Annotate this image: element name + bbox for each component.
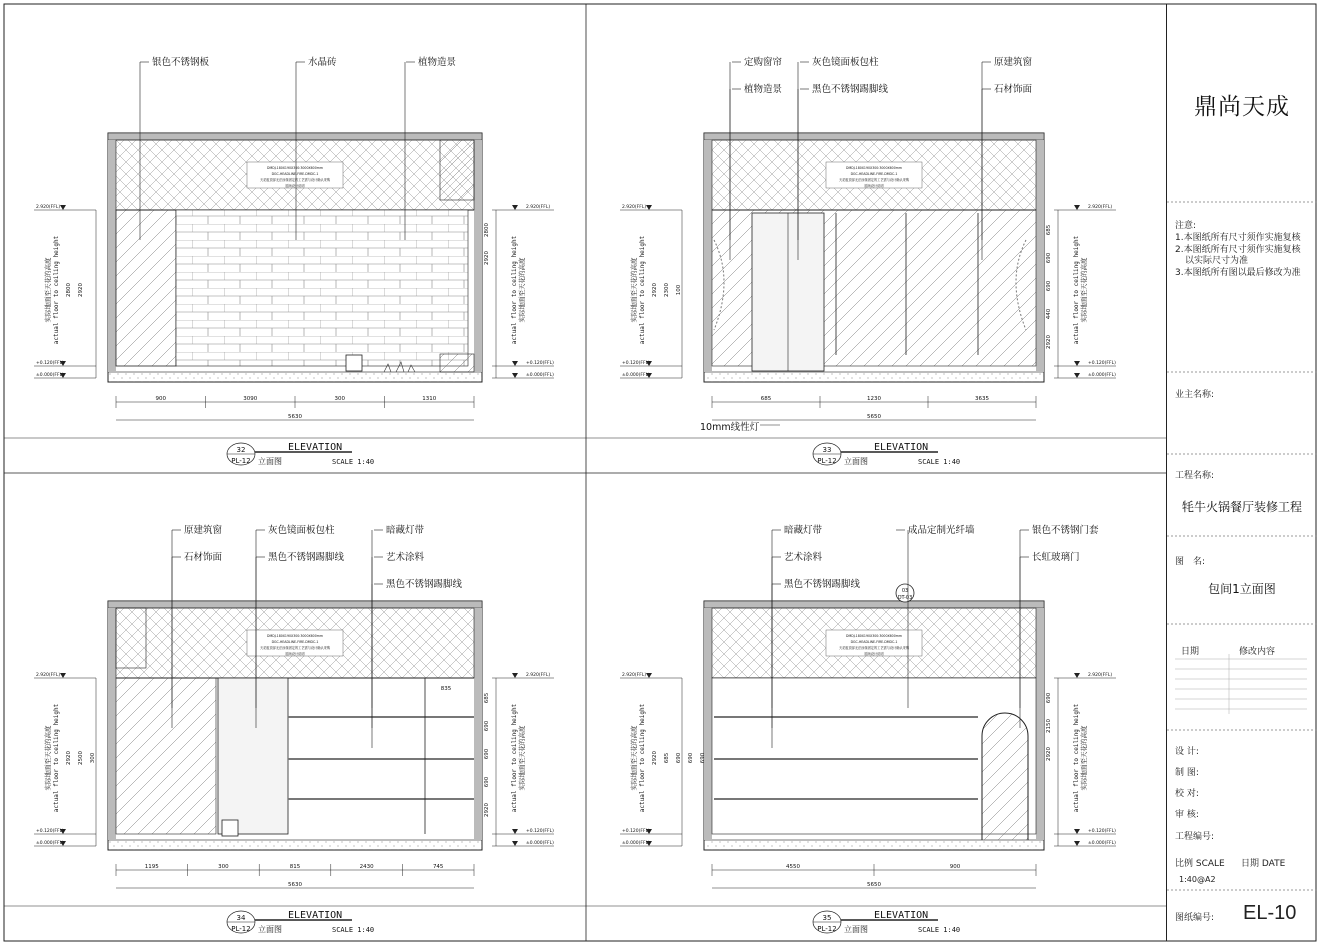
callout-label: 原建筑窗: [994, 57, 1033, 68]
height-note-en: actual floor to ceiling height: [1073, 703, 1080, 813]
ceiling-note-text: DGC-HEADLINE-FIRE-DMDC-1: [271, 640, 319, 644]
dim-bottom: 300: [334, 396, 345, 402]
callout-label: 灰色镜面板包柱: [812, 57, 879, 68]
dim-right: 690: [1046, 692, 1052, 704]
level-marker-left: [60, 205, 66, 210]
dim-bottom: 3635: [975, 396, 989, 402]
ceiling-note-text: DGC-HEADLINE-FIRE-DMDC-1: [850, 172, 898, 176]
ceiling-note-text: 天花板顶部无法涂抹固定的工艺需与设计确认采购: [838, 646, 910, 650]
dim-right: 2150: [1046, 719, 1052, 733]
elevation-title: ELEVATION: [288, 910, 343, 921]
callout-label: 原建筑窗: [184, 525, 223, 536]
dim-right: 690: [484, 720, 490, 732]
floor-slab: [704, 840, 1044, 850]
ceiling-slab: [108, 133, 482, 140]
dim-bottom: 1230: [867, 396, 881, 402]
scale-text: SCALE 1:40: [332, 926, 375, 934]
height-note-en: actual floor to ceiling height: [511, 235, 518, 345]
dim-right: 685: [1046, 224, 1052, 236]
detail-callout-bottom: DT-03: [897, 595, 913, 601]
elevation-title-cn: 立面图: [844, 457, 868, 466]
ceiling-note-text: DMDJ-180X190X300:3000X600mm: [846, 166, 902, 170]
ceiling-slab: [108, 601, 482, 608]
planter-box: [440, 354, 474, 372]
height-note-en: actual floor to ceiling height: [511, 703, 518, 813]
level-text-right: ±0.000(FFL): [1088, 841, 1116, 846]
dim-right: 2920: [484, 251, 490, 265]
title-block: [1166, 4, 1317, 941]
right-wall-section: [474, 140, 482, 372]
left-wall-section: [704, 608, 712, 840]
dim-right: 690: [1046, 280, 1052, 292]
level-text-left: +0.120(FFL): [622, 361, 650, 366]
ceiling-slab: [704, 133, 1044, 140]
callout-label: 黑色不锈钢踢脚线: [386, 579, 463, 590]
level-text-left: ±0.000(FFL): [622, 373, 650, 378]
callout-label: 灰色镜面板包柱: [268, 525, 335, 536]
light-strip: [288, 716, 474, 718]
ceiling-note-text: DMDJ-180X190X300:3000X600mm: [267, 634, 323, 638]
drawing-name: 包间1立面图: [1208, 582, 1276, 596]
level-text-left: +0.120(FFL): [36, 829, 64, 834]
project-label: 工程名称:: [1175, 471, 1215, 481]
date-label: 日期: [1181, 647, 1200, 657]
dim-right: 2920: [1046, 335, 1052, 349]
light-strip: [714, 798, 978, 800]
height-note-en: actual floor to ceiling height: [639, 703, 646, 813]
dim-right: 2920: [1046, 747, 1052, 761]
note-2b: 以实际尺寸为准: [1185, 256, 1249, 266]
notes-title: 注意:: [1175, 221, 1197, 231]
callout-label: 水晶砖: [308, 57, 337, 68]
arched-glass-door: [982, 713, 1028, 840]
owner-label: 业主名称:: [1175, 390, 1215, 400]
callout-label: 艺术涂料: [784, 552, 823, 563]
level-marker-right: [512, 841, 518, 846]
left-wall-section: [108, 608, 116, 840]
dim-right: 2920: [484, 803, 490, 817]
callout-label: 银色不锈钢门套: [1032, 525, 1099, 536]
callout-label: 黑色不锈钢踢脚线: [784, 579, 861, 590]
level-text-right: +0.120(FFL): [526, 829, 554, 834]
design-label: 设 计:: [1175, 747, 1199, 757]
scale-value: 1:40@A2: [1179, 875, 1216, 884]
dim-total: 5650: [867, 414, 881, 420]
level-marker-right: [1074, 361, 1080, 366]
dim-bottom: 1195: [144, 864, 159, 870]
level-marker-right: [512, 829, 518, 834]
dim-left: 2500: [78, 751, 84, 765]
level-marker-left: [60, 673, 66, 678]
height-note-cn: 实际地面至天花的高度: [1080, 725, 1088, 791]
dim-right: 690: [484, 776, 490, 788]
height-note-cn: 实际地面至天花的高度: [1080, 257, 1088, 323]
draw-label: 制 图:: [1175, 768, 1199, 778]
dim-right: 440: [1046, 308, 1052, 320]
callout-label: 定购窗帘: [744, 57, 783, 68]
dim-bottom: 3090: [243, 396, 258, 402]
level-marker-right: [512, 205, 518, 210]
dim-left: 685: [664, 752, 670, 764]
level-text-right: 2.920(FFL): [526, 673, 551, 678]
dim-bottom: 2430: [359, 864, 374, 870]
company-name: 鼎尚天成: [1194, 94, 1290, 120]
ceiling-note-text: DGC-HEADLINE-FIRE-DMDC-1: [850, 640, 898, 644]
dim-left: 2920: [652, 283, 658, 297]
dim-left: 2920: [66, 751, 72, 765]
review-label: 审 核:: [1175, 810, 1199, 820]
dim-bottom: 300: [218, 864, 229, 870]
level-text-left: 2.920(FFL): [622, 205, 647, 210]
floor-slab: [704, 372, 1044, 382]
callout-label: 黑色不锈钢踢脚线: [268, 552, 345, 563]
elevation-panel-34: [34, 524, 554, 934]
right-wall-section: [1036, 140, 1044, 372]
level-text-left: ±0.000(FFL): [622, 841, 650, 846]
level-text-right: +0.120(FFL): [1088, 829, 1116, 834]
dim-left: 690: [688, 752, 694, 764]
note-3: 3.本图纸所有图以最后修改为准: [1175, 268, 1301, 278]
level-text-right: +0.120(FFL): [1088, 361, 1116, 366]
callout-label: 成品定制光纤墙: [908, 525, 975, 536]
dim-total: 5630: [288, 882, 302, 888]
level-marker-right: [1074, 205, 1080, 210]
floor-slab: [108, 372, 482, 382]
dim-bottom: 4550: [786, 864, 800, 870]
height-note-cn: 实际地面至天花的高度: [44, 257, 52, 323]
scale-text: SCALE 1:40: [918, 926, 961, 934]
elevation-panel-32: [34, 56, 554, 466]
note-1: 1.本图纸所有尺寸须作实施复核: [1175, 233, 1301, 243]
drawing-no-label: 图纸编号:: [1175, 913, 1215, 923]
level-text-right: 2.920(FFL): [1088, 673, 1113, 678]
dim-left: 690: [676, 752, 682, 764]
light-strip: [714, 758, 978, 760]
glass-brick-wall: [176, 210, 468, 366]
callout-label: 石材饰面: [184, 552, 223, 563]
ceiling-note-text: 天花板顶部无法涂抹固定的工艺需与设计确认采购: [838, 178, 910, 182]
level-marker-right: [1074, 673, 1080, 678]
dim-bottom: 745: [432, 864, 444, 870]
level-text-left: 2.920(FFL): [36, 673, 61, 678]
check-label: 校 对:: [1175, 789, 1199, 799]
callout-label: 石材饰面: [994, 84, 1033, 95]
dim-bottom: 815: [289, 864, 301, 870]
dim-right: 690: [484, 748, 490, 760]
drawing-no: EL-10: [1243, 902, 1297, 924]
level-text-left: ±0.000(FFL): [36, 373, 64, 378]
ceiling-note-text: 剧场设计说明: [285, 652, 305, 656]
sheet-reference: PL-12: [817, 457, 837, 465]
column-box: [440, 140, 474, 200]
detail-callout-top: 03: [901, 588, 909, 594]
ceiling-note-text: 天花板顶部无法涂抹固定的工艺需与设计确认采购: [259, 646, 331, 650]
level-text-left: 2.920(FFL): [36, 205, 61, 210]
callout-label: 植物造景: [418, 57, 457, 68]
level-text-right: +0.120(FFL): [526, 361, 554, 366]
drawing-number: 34: [236, 914, 246, 922]
level-text-left: +0.120(FFL): [622, 829, 650, 834]
mirror-column: [218, 678, 288, 834]
callout-label: 暗藏灯带: [386, 525, 425, 536]
dim-right: 2800: [484, 223, 490, 237]
window-glass: [116, 678, 216, 834]
right-wall-section: [1036, 608, 1044, 840]
scale-text: SCALE 1:40: [918, 458, 961, 466]
project-no-label: 工程编号:: [1175, 832, 1215, 842]
light-strip: [288, 798, 474, 800]
level-text-right: ±0.000(FFL): [1088, 373, 1116, 378]
dim-left: 300: [90, 752, 96, 764]
floor-vent: [346, 355, 362, 371]
callout-label: 艺术涂料: [386, 552, 425, 563]
level-text-right: 2.920(FFL): [526, 205, 551, 210]
level-marker-right: [1074, 829, 1080, 834]
dim-top: 835: [440, 686, 452, 692]
callout-label: 黑色不锈钢踢脚线: [812, 84, 889, 95]
sheet-reference: PL-12: [817, 925, 837, 933]
floor-vent: [222, 820, 238, 836]
elevation-title: ELEVATION: [874, 442, 929, 453]
scale-label: 比例 SCALE: [1175, 859, 1225, 869]
ceiling-slab: [704, 601, 1044, 608]
dim-bottom: 685: [760, 396, 772, 402]
dim-left: 100: [676, 284, 682, 296]
sheet-reference: PL-12: [231, 457, 251, 465]
level-marker-left: [646, 205, 652, 210]
dim-left: 2800: [66, 283, 72, 297]
scale-text: SCALE 1:40: [332, 458, 375, 466]
height-note-en: actual floor to ceiling height: [53, 703, 60, 813]
dim-bottom: 900: [949, 864, 961, 870]
dim-left: 2920: [652, 751, 658, 765]
level-text-left: 2.920(FFL): [622, 673, 647, 678]
elevation-panel-33: [620, 56, 1116, 466]
height-note-cn: 实际地面至天花的高度: [630, 257, 638, 323]
ceiling-note-text: 剧场设计说明: [285, 184, 305, 188]
level-text-left: +0.120(FFL): [36, 361, 64, 366]
elevation-panel-35: [620, 524, 1116, 934]
dim-left: 2300: [664, 283, 670, 297]
height-note-en: actual floor to ceiling height: [639, 235, 646, 345]
height-note-cn: 实际地面至天花的高度: [630, 725, 638, 791]
floor-slab: [108, 840, 482, 850]
dim-bottom: 1310: [422, 396, 437, 402]
drawing-number: 32: [236, 446, 246, 454]
height-note-cn: 实际地面至天花的高度: [518, 725, 526, 791]
dim-right: 690: [1046, 252, 1052, 264]
drawing-number: 33: [822, 446, 832, 454]
elevation-title-cn: 立面图: [258, 925, 282, 934]
elevation-title-cn: 立面图: [844, 925, 868, 934]
height-note-cn: 实际地面至天花的高度: [44, 725, 52, 791]
sheet-reference: PL-12: [231, 925, 251, 933]
level-marker-right: [1074, 841, 1080, 846]
level-text-left: ±0.000(FFL): [36, 841, 64, 846]
level-marker-right: [512, 361, 518, 366]
ceiling-note-text: 剧场设计说明: [864, 184, 884, 188]
note-2: 2.本图纸所有尺寸须作实施复核: [1175, 245, 1301, 255]
ceiling-note-text: DMDJ-180X190X300:3000X600mm: [267, 166, 323, 170]
light-strip: [714, 716, 978, 718]
elevation-title: ELEVATION: [874, 910, 929, 921]
level-marker-right: [512, 373, 518, 378]
drawing-label: 图 名:: [1175, 557, 1206, 567]
callout-label: 长虹玻璃门: [1032, 552, 1080, 563]
dim-bottom: 900: [155, 396, 166, 402]
right-wall-section: [474, 608, 482, 840]
ceiling-note-text: 天花板顶部无法涂抹固定的工艺需与设计确认采购: [259, 178, 331, 182]
stainless-panel: [116, 210, 176, 366]
dim-left: 690: [700, 752, 706, 764]
ceiling-note-text: 剧场设计说明: [864, 652, 884, 656]
level-text-right: 2.920(FFL): [1088, 205, 1113, 210]
level-text-right: ±0.000(FFL): [526, 841, 554, 846]
dim-total: 5630: [288, 414, 302, 420]
elevation-title-cn: 立面图: [258, 457, 282, 466]
callout-label: 银色不锈钢板: [152, 57, 210, 68]
callout-label: 暗藏灯带: [784, 525, 823, 536]
height-note-cn: 实际地面至天花的高度: [518, 257, 526, 323]
elevation-title: ELEVATION: [288, 442, 343, 453]
dim-total: 5650: [867, 882, 881, 888]
column-box: [116, 608, 146, 668]
callout-label: 植物造景: [744, 84, 783, 95]
left-wall-section: [108, 140, 116, 372]
ceiling-note-text: DGC-HEADLINE-FIRE-DMDC-1: [271, 172, 319, 176]
left-wall-section: [704, 140, 712, 372]
dim-right: 685: [484, 692, 490, 704]
light-strip: [288, 758, 474, 760]
level-marker-left: [646, 673, 652, 678]
height-note-en: actual floor to ceiling height: [53, 235, 60, 345]
callout-label: 10mm线性灯: [700, 422, 760, 433]
level-marker-right: [1074, 373, 1080, 378]
height-note-en: actual floor to ceiling height: [1073, 235, 1080, 345]
level-text-right: ±0.000(FFL): [526, 373, 554, 378]
ceiling-note-text: DMDJ-180X190X300:3000X600mm: [846, 634, 902, 638]
drawing-number: 35: [822, 914, 832, 922]
project-name: 牦牛火锅餐厅装修工程: [1181, 500, 1302, 514]
revision-label: 修改内容: [1239, 647, 1276, 657]
date-en-label: 日期 DATE: [1241, 859, 1286, 869]
dim-left: 2920: [78, 283, 84, 297]
level-marker-right: [512, 673, 518, 678]
